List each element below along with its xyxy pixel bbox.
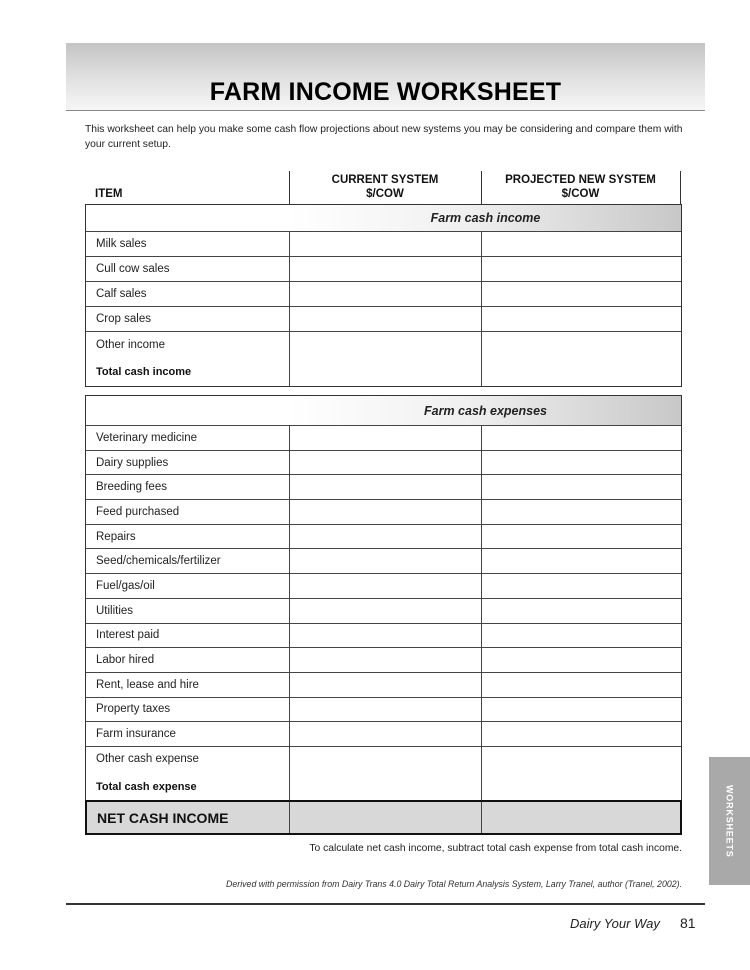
income-current-cell[interactable] — [290, 232, 482, 256]
expense-current-cell[interactable] — [290, 500, 482, 524]
expense-item-label: Dairy supplies — [86, 451, 290, 475]
expense-section-label: Farm cash expenses — [290, 396, 681, 425]
expense-item-label: Property taxes — [86, 698, 290, 722]
income-current-cell[interactable] — [290, 332, 482, 357]
income-row — [86, 307, 681, 332]
header-divider-current — [289, 171, 290, 205]
total-expense-label: Total cash expense — [86, 772, 290, 803]
income-row — [86, 282, 681, 307]
expense-item-label: Fuel/gas/oil — [86, 574, 290, 598]
expense-current-cell[interactable] — [290, 525, 482, 549]
income-projected-cell[interactable] — [482, 307, 681, 331]
income-current-cell[interactable] — [290, 307, 482, 331]
expense-item-label: Interest paid — [86, 624, 290, 648]
expense-projected-cell[interactable] — [482, 426, 681, 450]
income-item-label: Cull cow sales — [86, 257, 290, 281]
net-cash-income-label: NET CASH INCOME — [87, 802, 290, 833]
expense-row — [86, 475, 681, 500]
expense-row — [86, 525, 681, 550]
expense-item-label: Veterinary medicine — [86, 426, 290, 450]
footer-book-title: Dairy Your Way — [570, 916, 660, 931]
income-current-cell[interactable] — [290, 257, 482, 281]
header-divider-right — [680, 171, 681, 205]
expense-item-label: Other cash expense — [86, 747, 290, 772]
expense-item-label: Farm insurance — [86, 722, 290, 746]
expense-projected-cell[interactable] — [482, 747, 681, 772]
item-column-label: ITEM — [95, 188, 123, 200]
expense-item-label: Labor hired — [86, 648, 290, 672]
side-tab-label: WORKSHEETS — [724, 784, 735, 858]
source-citation: Derived with permission from Dairy Trans 4.0 Dairy Total Return Analysis System, Larry Tranel, author (Tranel, 2002). — [226, 879, 682, 889]
expense-projected-cell[interactable] — [482, 722, 681, 746]
header-divider — [66, 110, 705, 111]
income-projected-cell[interactable] — [482, 282, 681, 306]
footer-divider — [66, 903, 705, 905]
expense-projected-cell[interactable] — [482, 525, 681, 549]
expense-row — [86, 747, 681, 772]
income-item-label: Milk sales — [86, 232, 290, 256]
income-row — [86, 232, 681, 257]
expense-table — [85, 395, 682, 803]
expense-projected-cell[interactable] — [482, 698, 681, 722]
expense-projected-cell[interactable] — [482, 549, 681, 573]
income-table — [85, 204, 682, 387]
expense-row — [86, 549, 681, 574]
expense-row — [86, 426, 681, 451]
expense-projected-cell[interactable] — [482, 624, 681, 648]
expense-item-label: Breeding fees — [86, 475, 290, 499]
expense-row — [86, 451, 681, 476]
total-income-current-cell[interactable] — [290, 357, 482, 386]
total-income-row — [86, 357, 681, 386]
calculation-note: To calculate net cash income, subtract total cash expense from total cash income. — [309, 843, 682, 854]
expense-row — [86, 673, 681, 698]
expense-current-cell[interactable] — [290, 624, 482, 648]
expense-projected-cell[interactable] — [482, 673, 681, 697]
expense-row — [86, 500, 681, 525]
expense-item-label: Seed/chemicals/fertilizer — [86, 549, 290, 573]
expense-current-cell[interactable] — [290, 599, 482, 623]
projected-system-label: PROJECTED NEW SYSTEM — [505, 174, 656, 186]
total-income-projected-cell[interactable] — [482, 357, 681, 386]
page-title: FARM INCOME WORKSHEET — [209, 78, 562, 106]
net-cash-income-projected-cell[interactable] — [482, 802, 680, 833]
projected-system-column-header — [482, 173, 679, 201]
income-item-label: Crop sales — [86, 307, 290, 331]
expense-row — [86, 698, 681, 723]
expense-projected-cell[interactable] — [482, 599, 681, 623]
income-current-cell[interactable] — [290, 282, 482, 306]
expense-item-label: Repairs — [86, 525, 290, 549]
current-system-label: CURRENT SYSTEM — [331, 174, 439, 186]
total-expense-projected-cell[interactable] — [482, 772, 681, 803]
income-projected-cell[interactable] — [482, 232, 681, 256]
expense-projected-cell[interactable] — [482, 500, 681, 524]
header-divider-projected — [481, 171, 482, 205]
expense-row — [86, 599, 681, 624]
expense-current-cell[interactable] — [290, 698, 482, 722]
expense-projected-cell[interactable] — [482, 451, 681, 475]
expense-section-header — [86, 396, 681, 426]
income-row — [86, 332, 681, 357]
income-projected-cell[interactable] — [482, 332, 681, 357]
projected-system-unit: $/COW — [561, 188, 600, 200]
worksheets-side-tab[interactable] — [709, 757, 750, 885]
total-expense-row — [86, 772, 681, 803]
expense-current-cell[interactable] — [290, 673, 482, 697]
expense-item-label: Utilities — [86, 599, 290, 623]
expense-row — [86, 624, 681, 649]
expense-row — [86, 574, 681, 599]
expense-current-cell[interactable] — [290, 426, 482, 450]
income-item-label: Calf sales — [86, 282, 290, 306]
income-section-header — [86, 205, 681, 232]
expense-projected-cell[interactable] — [482, 574, 681, 598]
expense-current-cell[interactable] — [290, 475, 482, 499]
total-expense-current-cell[interactable] — [290, 772, 482, 803]
expense-current-cell[interactable] — [290, 648, 482, 672]
income-section-label: Farm cash income — [290, 205, 681, 231]
current-system-column-header — [290, 173, 480, 201]
footer-page-number: 81 — [680, 915, 696, 931]
expense-row — [86, 648, 681, 673]
expense-projected-cell[interactable] — [482, 475, 681, 499]
total-income-label: Total cash income — [86, 357, 290, 386]
income-item-label: Other income — [86, 332, 290, 357]
expense-item-label: Rent, lease and hire — [86, 673, 290, 697]
expense-current-cell[interactable] — [290, 549, 482, 573]
expense-current-cell[interactable] — [290, 747, 482, 772]
expense-current-cell[interactable] — [290, 722, 482, 746]
expense-current-cell[interactable] — [290, 574, 482, 598]
expense-current-cell[interactable] — [290, 451, 482, 475]
net-cash-income-current-cell[interactable] — [290, 802, 482, 833]
current-system-unit: $/COW — [366, 188, 404, 200]
expense-row — [86, 722, 681, 747]
intro-text: This worksheet can help you make some cash flow projections about new systems you may be considering and compare them with your current setup. — [85, 124, 683, 150]
income-projected-cell[interactable] — [482, 257, 681, 281]
expense-projected-cell[interactable] — [482, 648, 681, 672]
net-cash-income-row — [85, 800, 682, 835]
item-column-header — [95, 187, 122, 201]
income-row — [86, 257, 681, 282]
expense-item-label: Feed purchased — [86, 500, 290, 524]
